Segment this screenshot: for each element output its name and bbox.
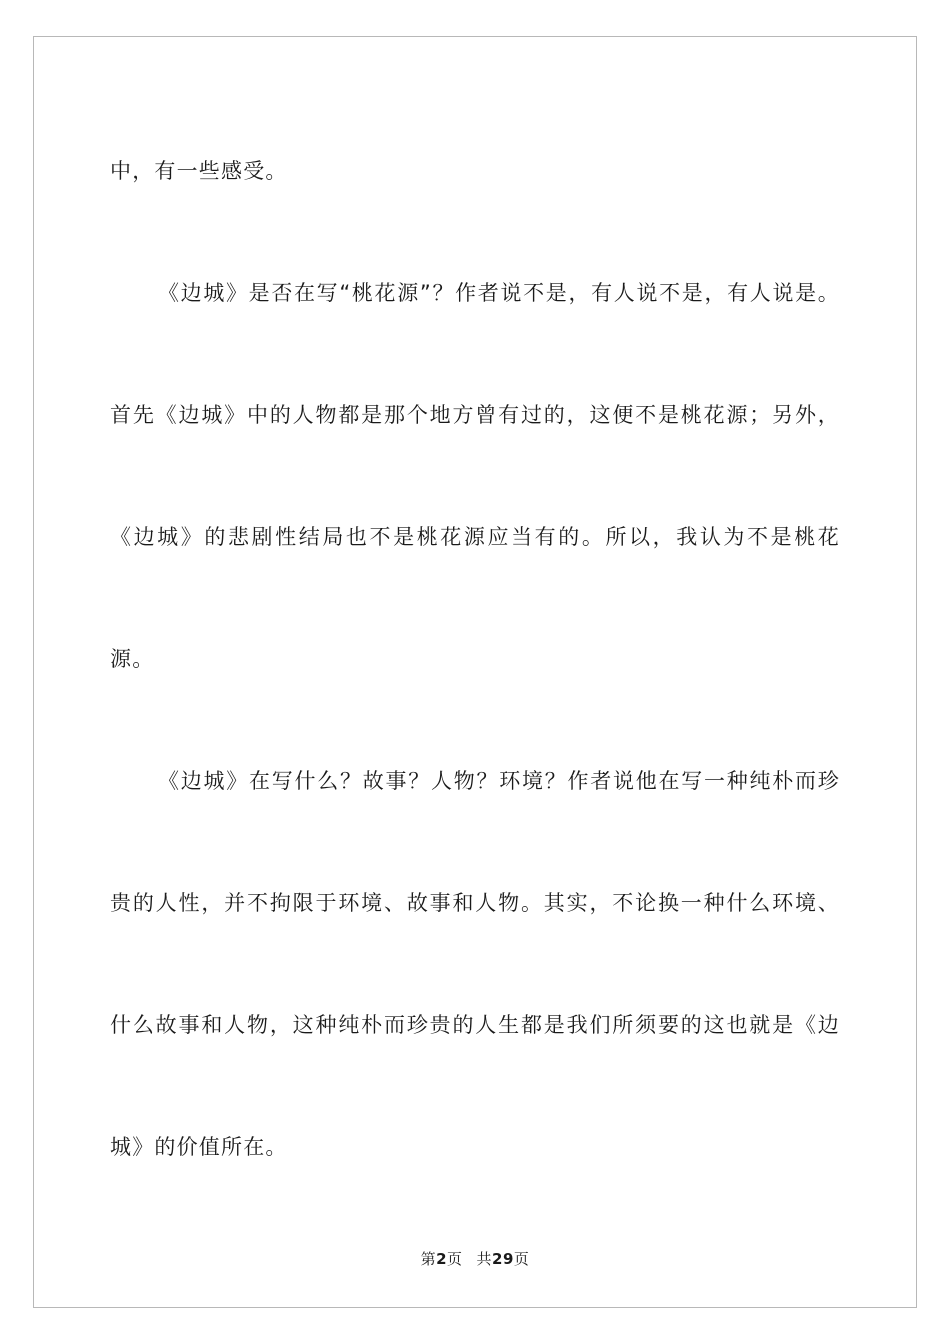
paragraph-3: 《边城》在写什么？故事？人物？环境？作者说他在写一种纯朴而珍贵的人性，并不拘限于环境、故事和人物。其实，不论换一种什么环境、什么故事和人物，这种纯朴而珍贵的人生都是我们所须要的这也就是《边城》的价值所在。 <box>110 769 840 1159</box>
footer-total-prefix: 共 <box>476 1250 493 1268</box>
page-content <box>110 110 840 1208</box>
footer-total-suffix: 页 <box>513 1250 530 1268</box>
paragraph-1: 中，有一些感受。 <box>110 159 288 183</box>
footer-page-number: 2 <box>436 1250 448 1268</box>
footer-page-suffix: 页 <box>447 1250 463 1268</box>
footer-page-prefix: 第 <box>420 1250 437 1268</box>
footer-total-pages: 29 <box>492 1250 514 1268</box>
page-footer <box>0 1248 950 1269</box>
paragraph-2: 《边城》是否在写“桃花源”？作者说不是，有人说不是，有人说是。首先《边城》中的人物都是那个地方曾有过的，这便不是桃花源；另外，《边城》的悲剧性结局也不是桃花源应当有的。所以，我认为不是桃花源。 <box>110 281 840 671</box>
